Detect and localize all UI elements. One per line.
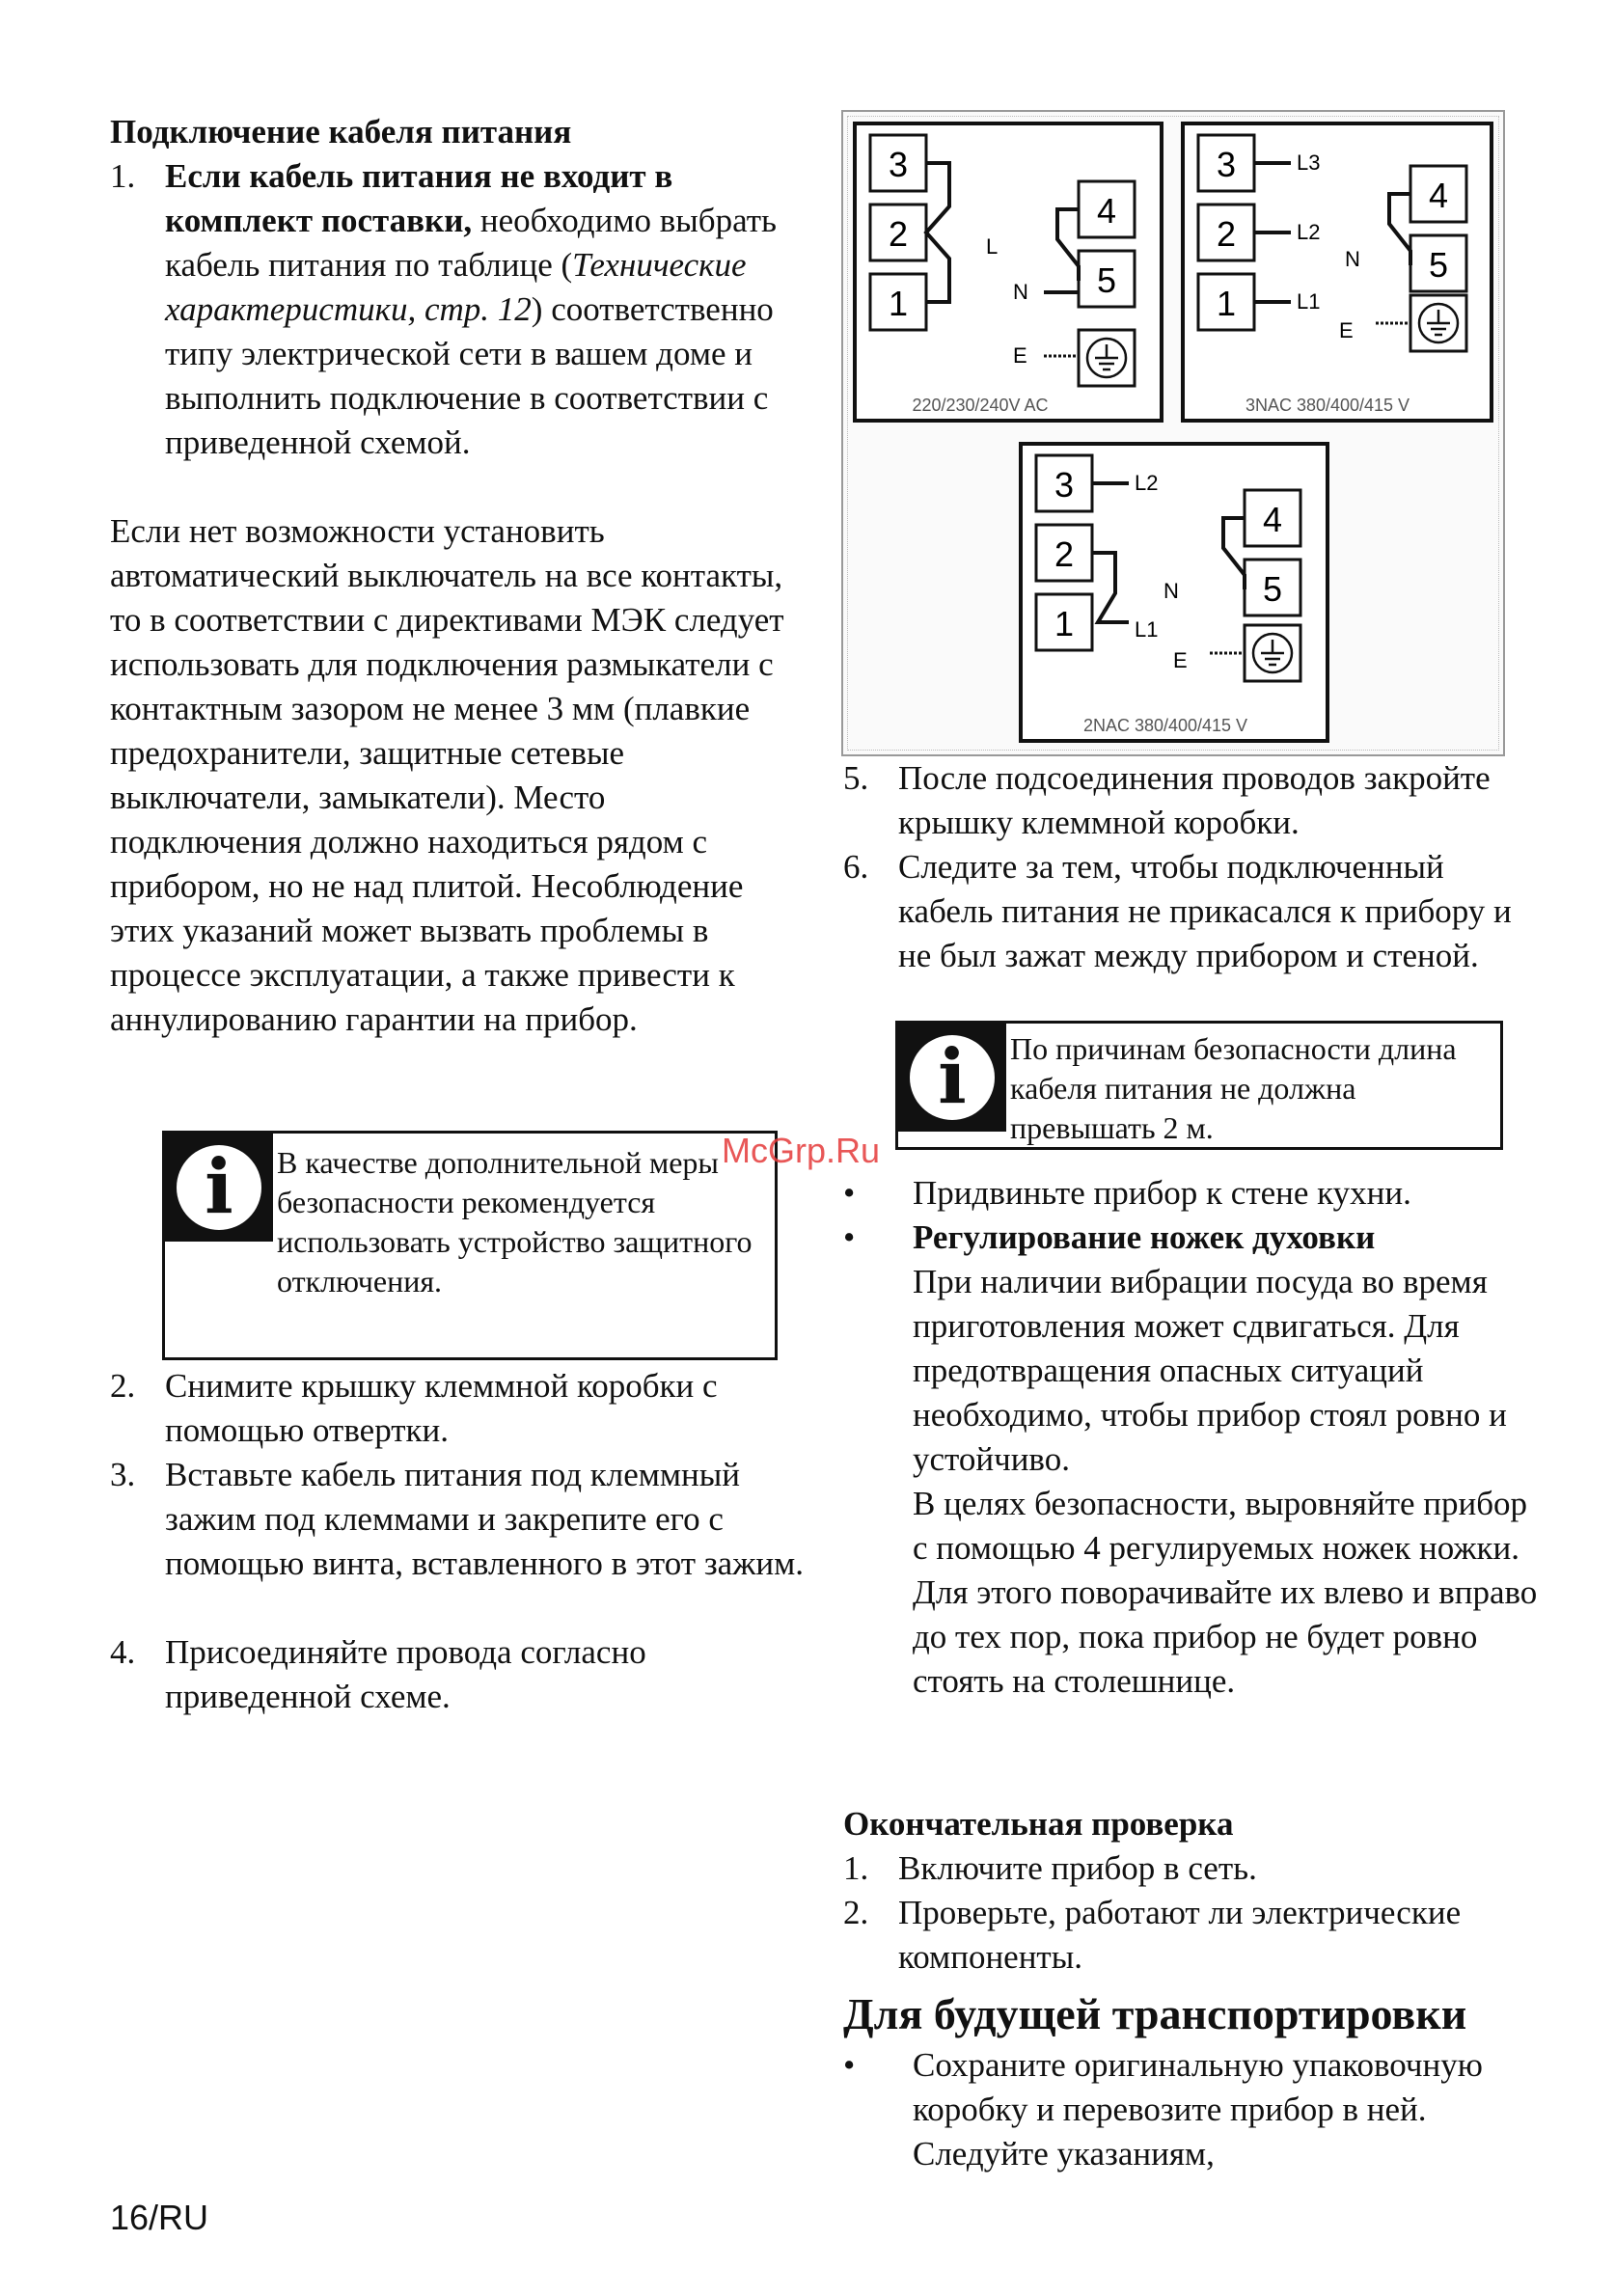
list-item-step-6 [843, 845, 1538, 978]
list-item-step-3 [110, 1453, 805, 1586]
terminal-4: 4 [1262, 500, 1283, 539]
terminal-1: 1 [1216, 284, 1237, 323]
terminal-5: 5 [1428, 245, 1449, 285]
step1-pre: необходимо выбрать кабель питания по таблице ( [165, 202, 777, 284]
terminal-4: 4 [1428, 176, 1449, 215]
step-text: Снимите крышку клеммной коробки с помощью отвертки. [165, 1367, 718, 1449]
terminal-5: 5 [1096, 260, 1117, 300]
label-L2: L2 [1135, 471, 1159, 495]
info-icon: i [898, 1024, 1006, 1132]
bullet-text: Сохраните оригинальную упаковочную коробку и перевозите прибор в ней. Следуйте указаниям, [913, 2046, 1483, 2173]
list-number: 5. [843, 759, 869, 797]
label-E: E [1339, 318, 1354, 342]
bullet: • [843, 2046, 856, 2084]
label-L1: L1 [1135, 617, 1159, 642]
step1-italic-ref: Технические характеристики, стр. 12 [165, 246, 747, 328]
note-text: По причинам безопасности длина кабеля питания не должна превышать 2 м. [1010, 1031, 1457, 1145]
watermark: McGrp.Ru [722, 1131, 881, 1170]
terminal-3: 3 [1054, 465, 1075, 505]
terminal-1: 1 [1054, 604, 1075, 643]
bullet: • [843, 1174, 856, 1212]
note-text: В качестве дополнительной меры безопасности рекомендуется использовать устройство защитного отключения. [277, 1145, 753, 1298]
diagram-caption: 3NAC 380/400/415 V [1245, 396, 1410, 415]
list-item-step-5 [843, 756, 1538, 845]
section-heading-transport: Для будущей транспортировки [843, 1989, 1467, 2038]
label-L2: L2 [1297, 220, 1321, 244]
diagram-3nac [1183, 123, 1492, 421]
list-number: 3. [110, 1456, 136, 1493]
step-text: Следите за тем, чтобы подключенный кабель питания не прикасался к прибору и не был зажат между прибором и стеной. [898, 848, 1512, 974]
diagram-220v [855, 123, 1162, 421]
bullet-item-push-to-wall [843, 1171, 1538, 1216]
step1-bold: Если кабель питания не входит в комплект поставки, [165, 157, 673, 239]
diagram-2nac [1021, 444, 1328, 741]
list-number: 2. [110, 1367, 136, 1405]
terminal-3: 3 [888, 145, 909, 184]
terminal-4: 4 [1096, 191, 1117, 231]
list-item-step-4 [110, 1630, 805, 1719]
bullet-item-transport [843, 2043, 1538, 2176]
terminal-1: 1 [888, 284, 909, 323]
label-E: E [1173, 648, 1188, 672]
terminal-3: 3 [1216, 145, 1237, 184]
bullet-paragraph-1: При наличии вибрации посуда во время приготовления может сдвигаться. Для предотвращения опасных ситуаций необходимо, чтобы прибор стоял ровно и устойчиво. [913, 1263, 1507, 1478]
list-number: 4. [110, 1633, 136, 1671]
label-N: N [1013, 280, 1028, 304]
diagram-caption: 220/230/240V AC [912, 396, 1049, 415]
bullet-title: Регулирование ножек духовки [913, 1218, 1376, 1256]
bullet-item-feet-adjustment [843, 1216, 1538, 1704]
list-item-final-2 [843, 1891, 1538, 1980]
info-note-rcd [162, 1131, 778, 1360]
list-item-step-2 [110, 1364, 805, 1453]
bullet-text: Придвиньте прибор к стене кухни. [913, 1174, 1411, 1212]
list-number: 6. [843, 848, 869, 886]
step1-post: ) соответственно типу электрической сети в вашем доме и выполнить подключение в соответствии с приведенной схемой. [165, 290, 774, 461]
step-text: Вставьте кабель питания под клеммный зажим под клеммами и закрепите его с помощью винта, вставленного в этот зажим. [165, 1456, 805, 1582]
bullet: • [843, 1218, 856, 1256]
label-L1: L1 [1297, 289, 1321, 314]
paragraph-breaker-info: Если нет возможности установить автоматический выключатель на все контакты, то в соответствии с директивами МЭК следует использовать для подключения размыкатели с контактным зазором не менее 3 мм (плавкие предохранители, защитные сетевые выключатели, замыкатели). Место подключения должно находиться рядом с прибором, но не над плитой. Несоблюдение этих указаний может вызвать проблемы в процессе эксплуатации, а также привести к аннулированию гарантии на прибор. [110, 512, 784, 1038]
step-text: Присоединяйте провода согласно приведенной схеме. [165, 1633, 646, 1715]
terminal-2: 2 [1216, 214, 1237, 254]
info-icon: i [165, 1134, 273, 1242]
list-item-final-1 [843, 1846, 1538, 1891]
terminal-5: 5 [1262, 569, 1283, 609]
diagram-caption: 2NAC 380/400/415 V [1082, 716, 1248, 735]
list-number: 1. [110, 157, 136, 195]
wiring-diagram-frame [841, 110, 1505, 756]
wiring-diagrams [843, 112, 1503, 754]
list-number: 1. [843, 1849, 869, 1887]
step-text: После подсоединения проводов закройте крышку клеммной коробки. [898, 759, 1491, 841]
list-number: 2. [843, 1894, 869, 1931]
section-heading-connection: Подключение кабеля питания [110, 113, 572, 150]
terminal-2: 2 [1054, 534, 1075, 574]
step-text: Включите прибор в сеть. [898, 1849, 1257, 1887]
label-E: E [1013, 343, 1027, 368]
label-N: N [1163, 579, 1179, 603]
label-L: L [986, 234, 999, 259]
label-L3: L3 [1297, 150, 1321, 175]
step-text: Проверьте, работают ли электрические компоненты. [898, 1894, 1462, 1976]
terminal-2: 2 [888, 214, 909, 254]
label-N: N [1345, 247, 1360, 271]
section-heading-final-check: Окончательная проверка [843, 1805, 1234, 1843]
page-number: 16/RU [110, 2198, 209, 2237]
list-item-step-1 [110, 154, 805, 465]
info-note-cable-length [895, 1021, 1503, 1150]
bullet-paragraph-2: В целях безопасности, выровняйте прибор с помощью 4 регулируемых ножек ножки. Для этого поворачивайте их влево и вправо до тех пор, пока прибор не будет ровно стоять на столешнице. [913, 1485, 1538, 1700]
